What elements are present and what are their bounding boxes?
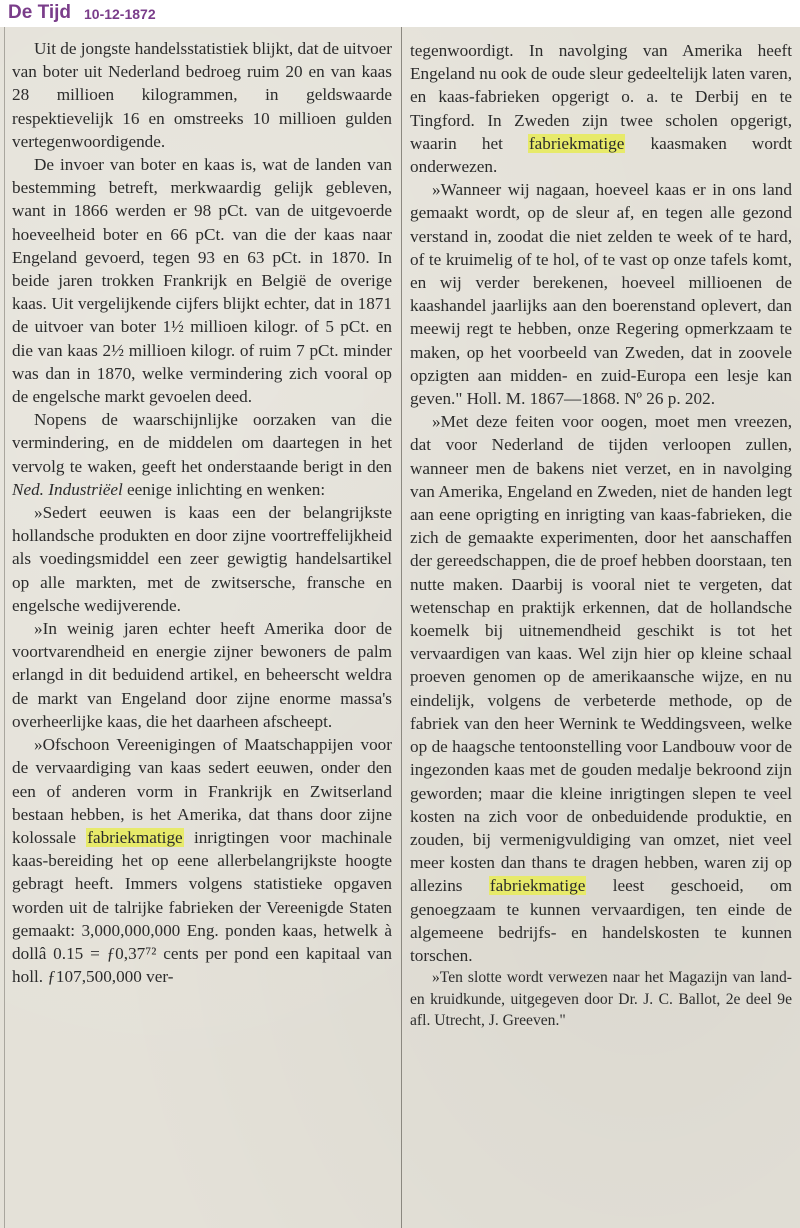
text-run: leest geschoeid, om genoegzaam te kunnen vervaardigen, ten einde de algemeene bedrijfs- en handelskosten te kunnen torschen. xyxy=(410,876,792,965)
paragraph xyxy=(410,39,792,178)
text-run: tegenwoordigt. In navolging van Amerika heeft Engeland nu ook de oude sleur gedeeltelijk laten varen, en kaas-fabrieken opgerigt o. a. te Derbij en te Tingford. In Zweden zijn twee scholen opgerigt, waarin het xyxy=(410,41,792,153)
paragraph xyxy=(12,408,392,501)
newspaper-title: De Tijd xyxy=(8,2,71,23)
paragraph: »Wanneer wij nagaan, hoeveel kaas er in ons land gemaakt wordt, op de sleur af, en tegen alle gezond verstand in, zoodat die niet zelden te week of te hard, of te kruimelig of te hol, of te vast op onze tafels komt, en wij verder berekenen, hoeveel millioenen de kaashandel jaarlijks aan den boerenstand oplevert, dan meewij regt te hebben, onze Regering opmerkzaam te maken, op het voorbeeld van Zweden, dat in zoovele opzigten aan midden- en zuid-Europa een lesje kan geven." Holl. M. 1867—1868. Nº 26 p. 202. xyxy=(410,180,792,409)
search-highlight: fabriekmatige xyxy=(528,133,625,153)
paragraph: De invoer van boter en kaas is, wat de landen van bestemming betreft, merkwaardig gelijk gebleven, want in 1866 werden er 98 pCt. van de uitgevoerde hoeveelheid boter en 66 pCt. van die der kaas naar Engeland gevoerd, tegen 93 en 63 pCt. in 1870. In beide jaren trokken Frankrijk en België de overige kaas. Uit vergelijkende cijfers blijkt echter, dat in 1871 de uitvoer van boter 1½ millioen kilogr. of 5 pCt. en die van kaas 2½ millioen kilogr. of ruim 7 pCt. minder was dan in 1870, welke vermindering zich vooral op de engelsche markt gevoelen deed. xyxy=(12,155,392,407)
column-divider xyxy=(401,27,402,1228)
footnote: »Ten slotte wordt verwezen naar het Magazijn van land- en kruidkunde, uitgegeven door Dr. J. C. Ballot, 2e deel 9e afl. Utrecht, J. Greeven." xyxy=(410,969,792,1030)
search-highlight: fabriekmatige xyxy=(489,876,586,896)
paragraph xyxy=(410,410,792,967)
text-run: inrigtingen voor machinale kaas-bereiding het op eene allerbelangrijkste hoogte gebragt heeft. Immers volgens statistieke opgaven worden uit de talrijke fabrieken der Vereenigde Staten gemaakt: 3,000,000,000 Eng. ponden kaas, hetwelk à dollâ 0.15 = ƒ0,37⁷² cents per pond een kapitaal van holl. ƒ107,500,000 ver- xyxy=(12,827,392,987)
text-run: eenige inlichting en wenken: xyxy=(122,479,326,499)
paragraph xyxy=(12,733,392,988)
text-run: »Met deze feiten voor oogen, moet men vreezen, dat voor Nederland de tijden verloopen zullen, wanneer men de bakens niet verzet, en in navolging van Amerika, Engeland en Zweden, niet de handen legt aan eene oprigting en inrigting van kaas-fabrieken, die zich de gemaakte experimenten, door het aanschaffen der gereedschappen, die de proef hebben doorstaan, ten nutte maken. Daarbij is vooral niet te vergeten, dat wetenschap en praktijk erkennen, dat de hollandsche koemelk bij uitnemendheid geschikt is tot het vervaardigen van kaas. Wel zijn hier op kleine schaal proeven genomen op de amerikaansche wijze, en nu eindelijk, volgens de verbeterde methode, op de fabriek van den heer Wernink te Weddingsveen, welke op de haagsche tentoonstelling voor Landbouw voor de ingezonden kaas met de gouden medalje bekroond zijn geworden; maar die kleine inrigtingen slepen te veel kosten na zich voor de onbeduidende produktie, en zouden, bij vermenigvuldiging van omzet, niet veel meer kosten dan thans te dragen hebben, waren zij op allezins xyxy=(410,412,792,896)
publication-name: Ned. Industriëel xyxy=(12,479,123,499)
paragraph: Uit de jongste handelsstatistiek blijkt, dat de uitvoer van boter uit Nederland bedroeg ruim 20 en van kaas 28 millioen kilogrammen, in geldswaarde respektievelijk 16 en omstreeks 10 millioen gulden vertegenwoordigende. xyxy=(12,39,393,151)
article-column-right xyxy=(410,39,792,1032)
paragraph: »In weinig jaren echter heeft Amerika door de voortvarendheid en energie zijner bewoners de palm erlangd in dit beduidend artikel, en beheerscht weldra de markt van Engeland door zijne enorme massa's overheerlijke kaas, die het daarheen afscheept. xyxy=(12,619,392,731)
text-run: »Ofschoon Vereenigingen of Maatschappijen voor de vervaardiging van kaas sedert eeuwen, onder den een of anderen vorm in Frankrijk en Zwitserland bestaan hebben, is het Amerika, dat thans door zijne kolossale xyxy=(12,735,392,847)
publication-date: 10-12-1872 xyxy=(84,6,156,22)
newspaper-clipping xyxy=(0,27,800,1228)
article-column-left xyxy=(12,37,392,988)
text-run: kaasmaken wordt onderwezen. xyxy=(410,133,793,177)
left-edge-rule xyxy=(4,27,5,1228)
search-highlight: fabriekmatige xyxy=(87,827,183,847)
text-run: Nopens de waarschijnlijke oorzaken van die vermindering, en de middelen om daartegen in het vervolg te waken, geeft het onderstaande berigt in den xyxy=(12,410,392,476)
paragraph: »Sedert eeuwen is kaas een der belangrijkste hollandsche produkten en door zijne voortreffelijkheid als voedingsmiddel een zeer gewigtig handelsartikel op alle markten, met de zwitsersche, fransche en engelsche wedijverende. xyxy=(12,503,392,615)
page-header xyxy=(0,0,800,26)
